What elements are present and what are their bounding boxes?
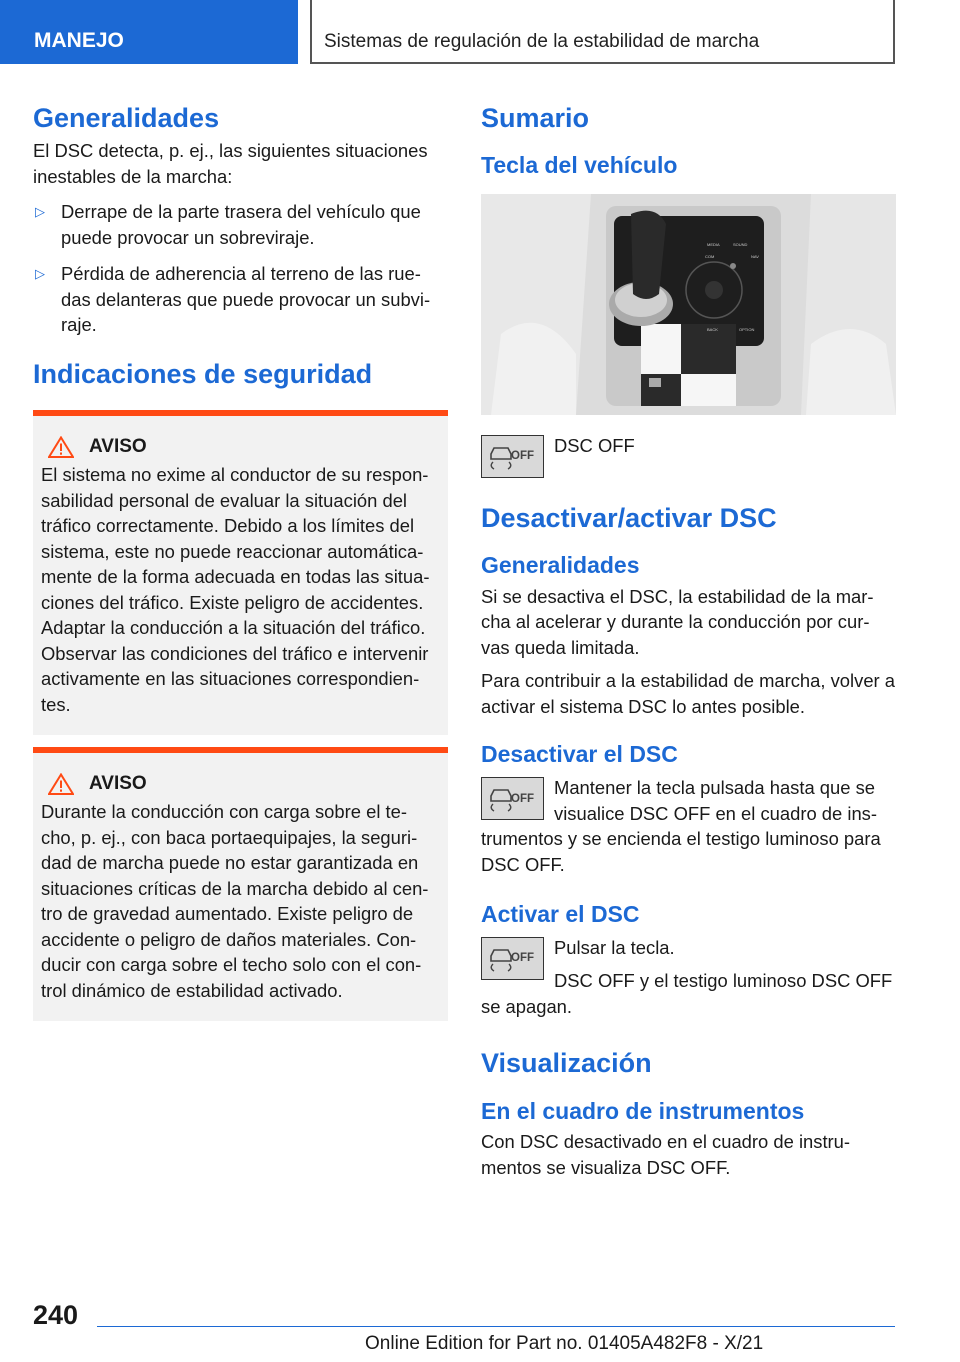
warning-text: El sistema no exime al conductor de su respon-sabilidad personal de evaluar la situación del tráfico correctamente. Debido a los límites del sistema, este no puede reaccionar automática-mente de la forma adecuada en todas las situa-ciones del tráfico. Existe peligro de accidentes. Adaptar la conducción a la situación del tráfico. Observar las condiciones del tráfico e intervenir activamente en las situaciones correspondien-tes. [41,464,430,715]
deactivate-text: Mantener la tecla pulsada hasta que se visualice DSC OFF en el cuadro de ins-trumentos y se encienda el testigo luminoso para DSC OFF. [481,777,881,875]
dsc-off-icon: OFF [481,435,544,478]
list-item: ▷ Derrape de la parte trasera del vehículo que puede provocar un sobreviraje. [35,201,421,248]
warning-title: AVISO [89,773,147,795]
right-column [481,100,896,1180]
instability-list [33,199,448,338]
key-heading: Tecla del vehículo [481,152,678,179]
activate-heading: Activar el DSC [481,901,640,928]
summary-heading: Sumario [481,103,590,133]
display-heading: Visualización [481,1048,652,1079]
toggle-general-text-2: Para contribuir a la estabilidad de marcha, volver a activar el sistema DSC lo antes posible. [481,670,896,717]
skidding-car-icon [487,946,515,972]
photo-label: NAV [751,253,759,259]
triangle-bullet-icon: ▷ [35,204,45,220]
center-console-illustration [481,194,896,415]
photo-label: BACK [707,326,718,332]
edition-note: Online Edition for Part no. 01405A482F8 - X/21 [365,1333,764,1354]
photo-label: COM [705,253,715,259]
warning-triangle-icon [48,773,74,795]
skidding-car-icon [487,444,515,470]
dsc-off-icon: OFF [481,937,544,980]
header-section-label: MANEJO [34,29,124,52]
toggle-general-text-1: Si se desactiva el DSC, la estabilidad de la mar-cha al acelerar y durante la conducción por cur-vas queda limitada. [481,585,874,658]
dsc-off-label: DSC OFF [554,434,635,456]
general-intro: El DSC detecta, p. ej., las siguientes situaciones inestables de la marcha: [33,140,428,187]
photo-label: MEDIA [707,241,720,247]
list-item: ▷ Pérdida de adherencia al terreno de las rue-das delanteras que puede provocar un subvi-raje. [35,263,431,336]
warning-title: AVISO [89,436,147,458]
cluster-heading: En el cuadro de instrumentos [481,1097,805,1124]
photo-label: OPTION [739,326,755,332]
header-title-box [310,0,895,64]
left-column [33,100,448,1021]
cluster-text: Con DSC desactivado en el cuadro de instru-mentos se visualiza DSC OFF. [481,1131,851,1178]
toggle-general-heading: Generalidades [481,552,640,579]
safety-heading: Indicaciones de seguridad [33,358,373,389]
warning-triangle-icon [48,436,74,458]
dsc-off-icon: OFF [481,777,544,820]
warning-text: Durante la conducción con carga sobre el te-cho, p. ej., con baca portaequipajes, la seguri-dad de marcha puede no estar garantizada en situaciones críticas de la marcha debido al cen-tro de gravedad aumentado. Existe peligro de accidente o peligro de daños materiales. Con-ducir con carga sobre el techo solo con el con-trol dinámico de estabilidad activado. [41,801,429,1001]
activate-text-1: Pulsar la tecla. [554,936,675,958]
warning-box [33,410,448,735]
activate-text-2: DSC OFF y el testigo luminoso DSC OFF se apagan. [481,970,893,1017]
header-title: Sistemas de regulación de la estabilidad de marcha [324,31,760,52]
photo-label: SOUND [733,241,748,247]
skidding-car-icon [487,786,515,812]
deactivate-heading: Desactivar el DSC [481,741,678,768]
warning-box [33,747,448,1021]
header-section-tab [0,0,298,64]
triangle-bullet-icon: ▷ [35,266,45,282]
page-number: 240 [33,1300,79,1330]
toggle-dsc-heading: Desactivar/activar DSC [481,502,777,533]
general-heading: Generalidades [33,103,220,133]
footer-divider [97,1326,895,1327]
center-console-photo [481,194,896,415]
